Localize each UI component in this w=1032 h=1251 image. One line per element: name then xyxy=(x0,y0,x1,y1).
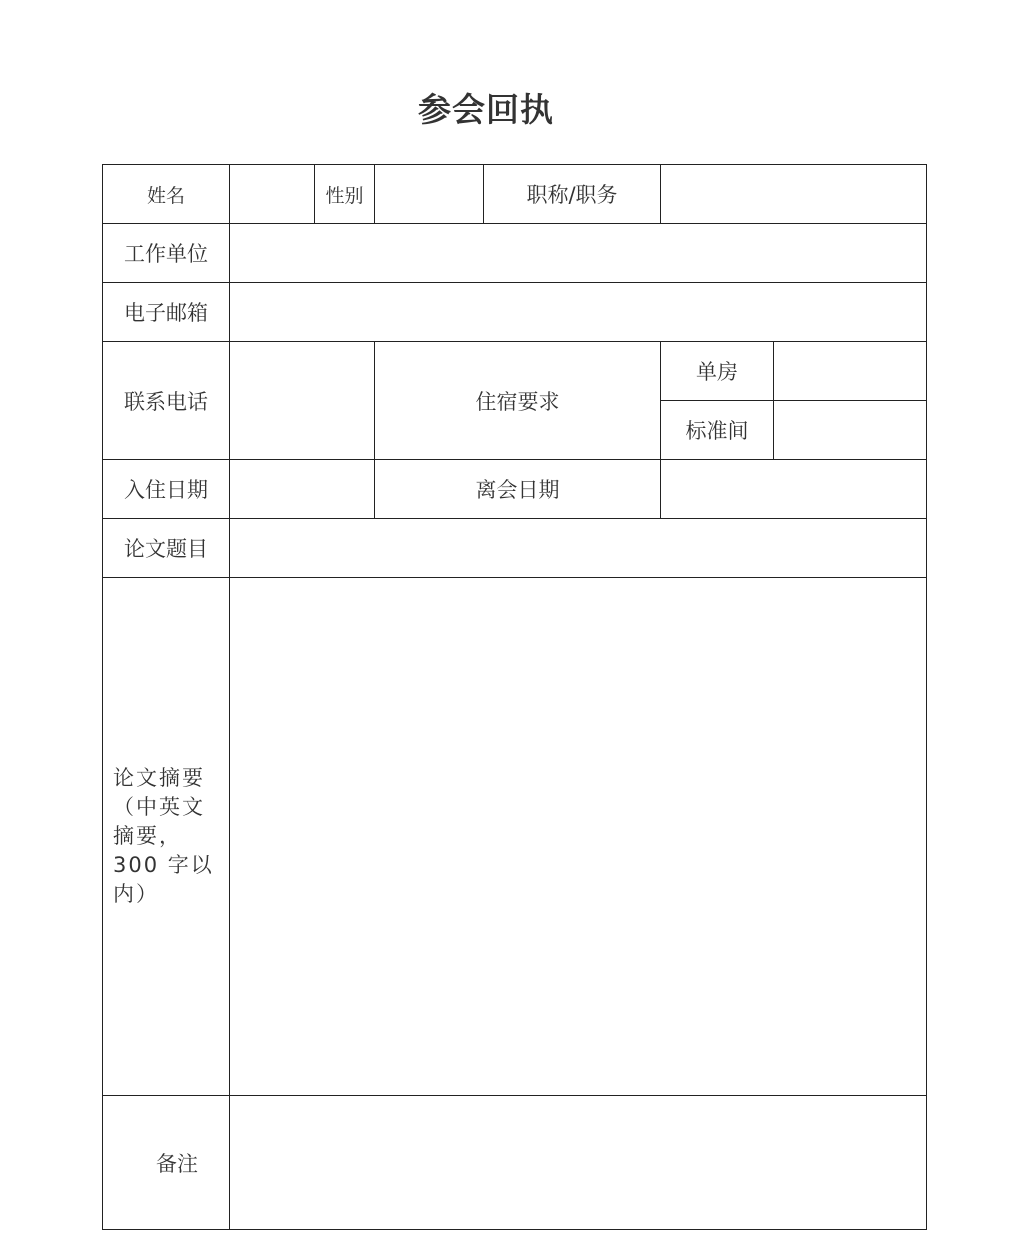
remarks-label: 备注 xyxy=(103,1096,230,1230)
work-unit-label: 工作单位 xyxy=(103,224,230,283)
form-title: 参会回执 xyxy=(418,90,554,129)
abstract-label: 论文摘要（中英文摘要，300 字以内） xyxy=(103,578,230,1096)
registration-form-table xyxy=(102,164,927,1230)
departure-date-field[interactable] xyxy=(661,460,927,519)
phone-label: 联系电话 xyxy=(103,342,230,460)
email-label: 电子邮箱 xyxy=(103,283,230,342)
single-room-label: 单房 xyxy=(661,342,774,401)
row-basic-info xyxy=(103,165,927,224)
name-label: 姓名 xyxy=(103,165,230,224)
checkin-date-label: 入住日期 xyxy=(103,460,230,519)
row-work-unit xyxy=(103,224,927,283)
standard-room-field[interactable] xyxy=(774,401,927,460)
name-field[interactable] xyxy=(230,165,315,224)
row-paper-title xyxy=(103,519,927,578)
checkin-date-field[interactable] xyxy=(230,460,375,519)
gender-label: 性别 xyxy=(315,165,375,224)
row-email xyxy=(103,283,927,342)
remarks-field[interactable] xyxy=(230,1096,927,1230)
row-abstract xyxy=(103,578,927,1096)
abstract-field[interactable] xyxy=(230,578,927,1096)
gender-field[interactable] xyxy=(375,165,484,224)
work-unit-field[interactable] xyxy=(230,224,927,283)
standard-room-label: 标准间 xyxy=(661,401,774,460)
job-title-label: 职称/职务 xyxy=(484,165,661,224)
paper-title-label: 论文题目 xyxy=(103,519,230,578)
row-dates xyxy=(103,460,927,519)
job-title-field[interactable] xyxy=(661,165,927,224)
single-room-field[interactable] xyxy=(774,342,927,401)
accommodation-label: 住宿要求 xyxy=(375,342,661,460)
paper-title-field[interactable] xyxy=(230,519,927,578)
phone-field[interactable] xyxy=(230,342,375,460)
departure-date-label: 离会日期 xyxy=(375,460,661,519)
row-phone-accommodation xyxy=(103,342,927,401)
email-field[interactable] xyxy=(230,283,927,342)
row-remarks xyxy=(103,1096,927,1230)
